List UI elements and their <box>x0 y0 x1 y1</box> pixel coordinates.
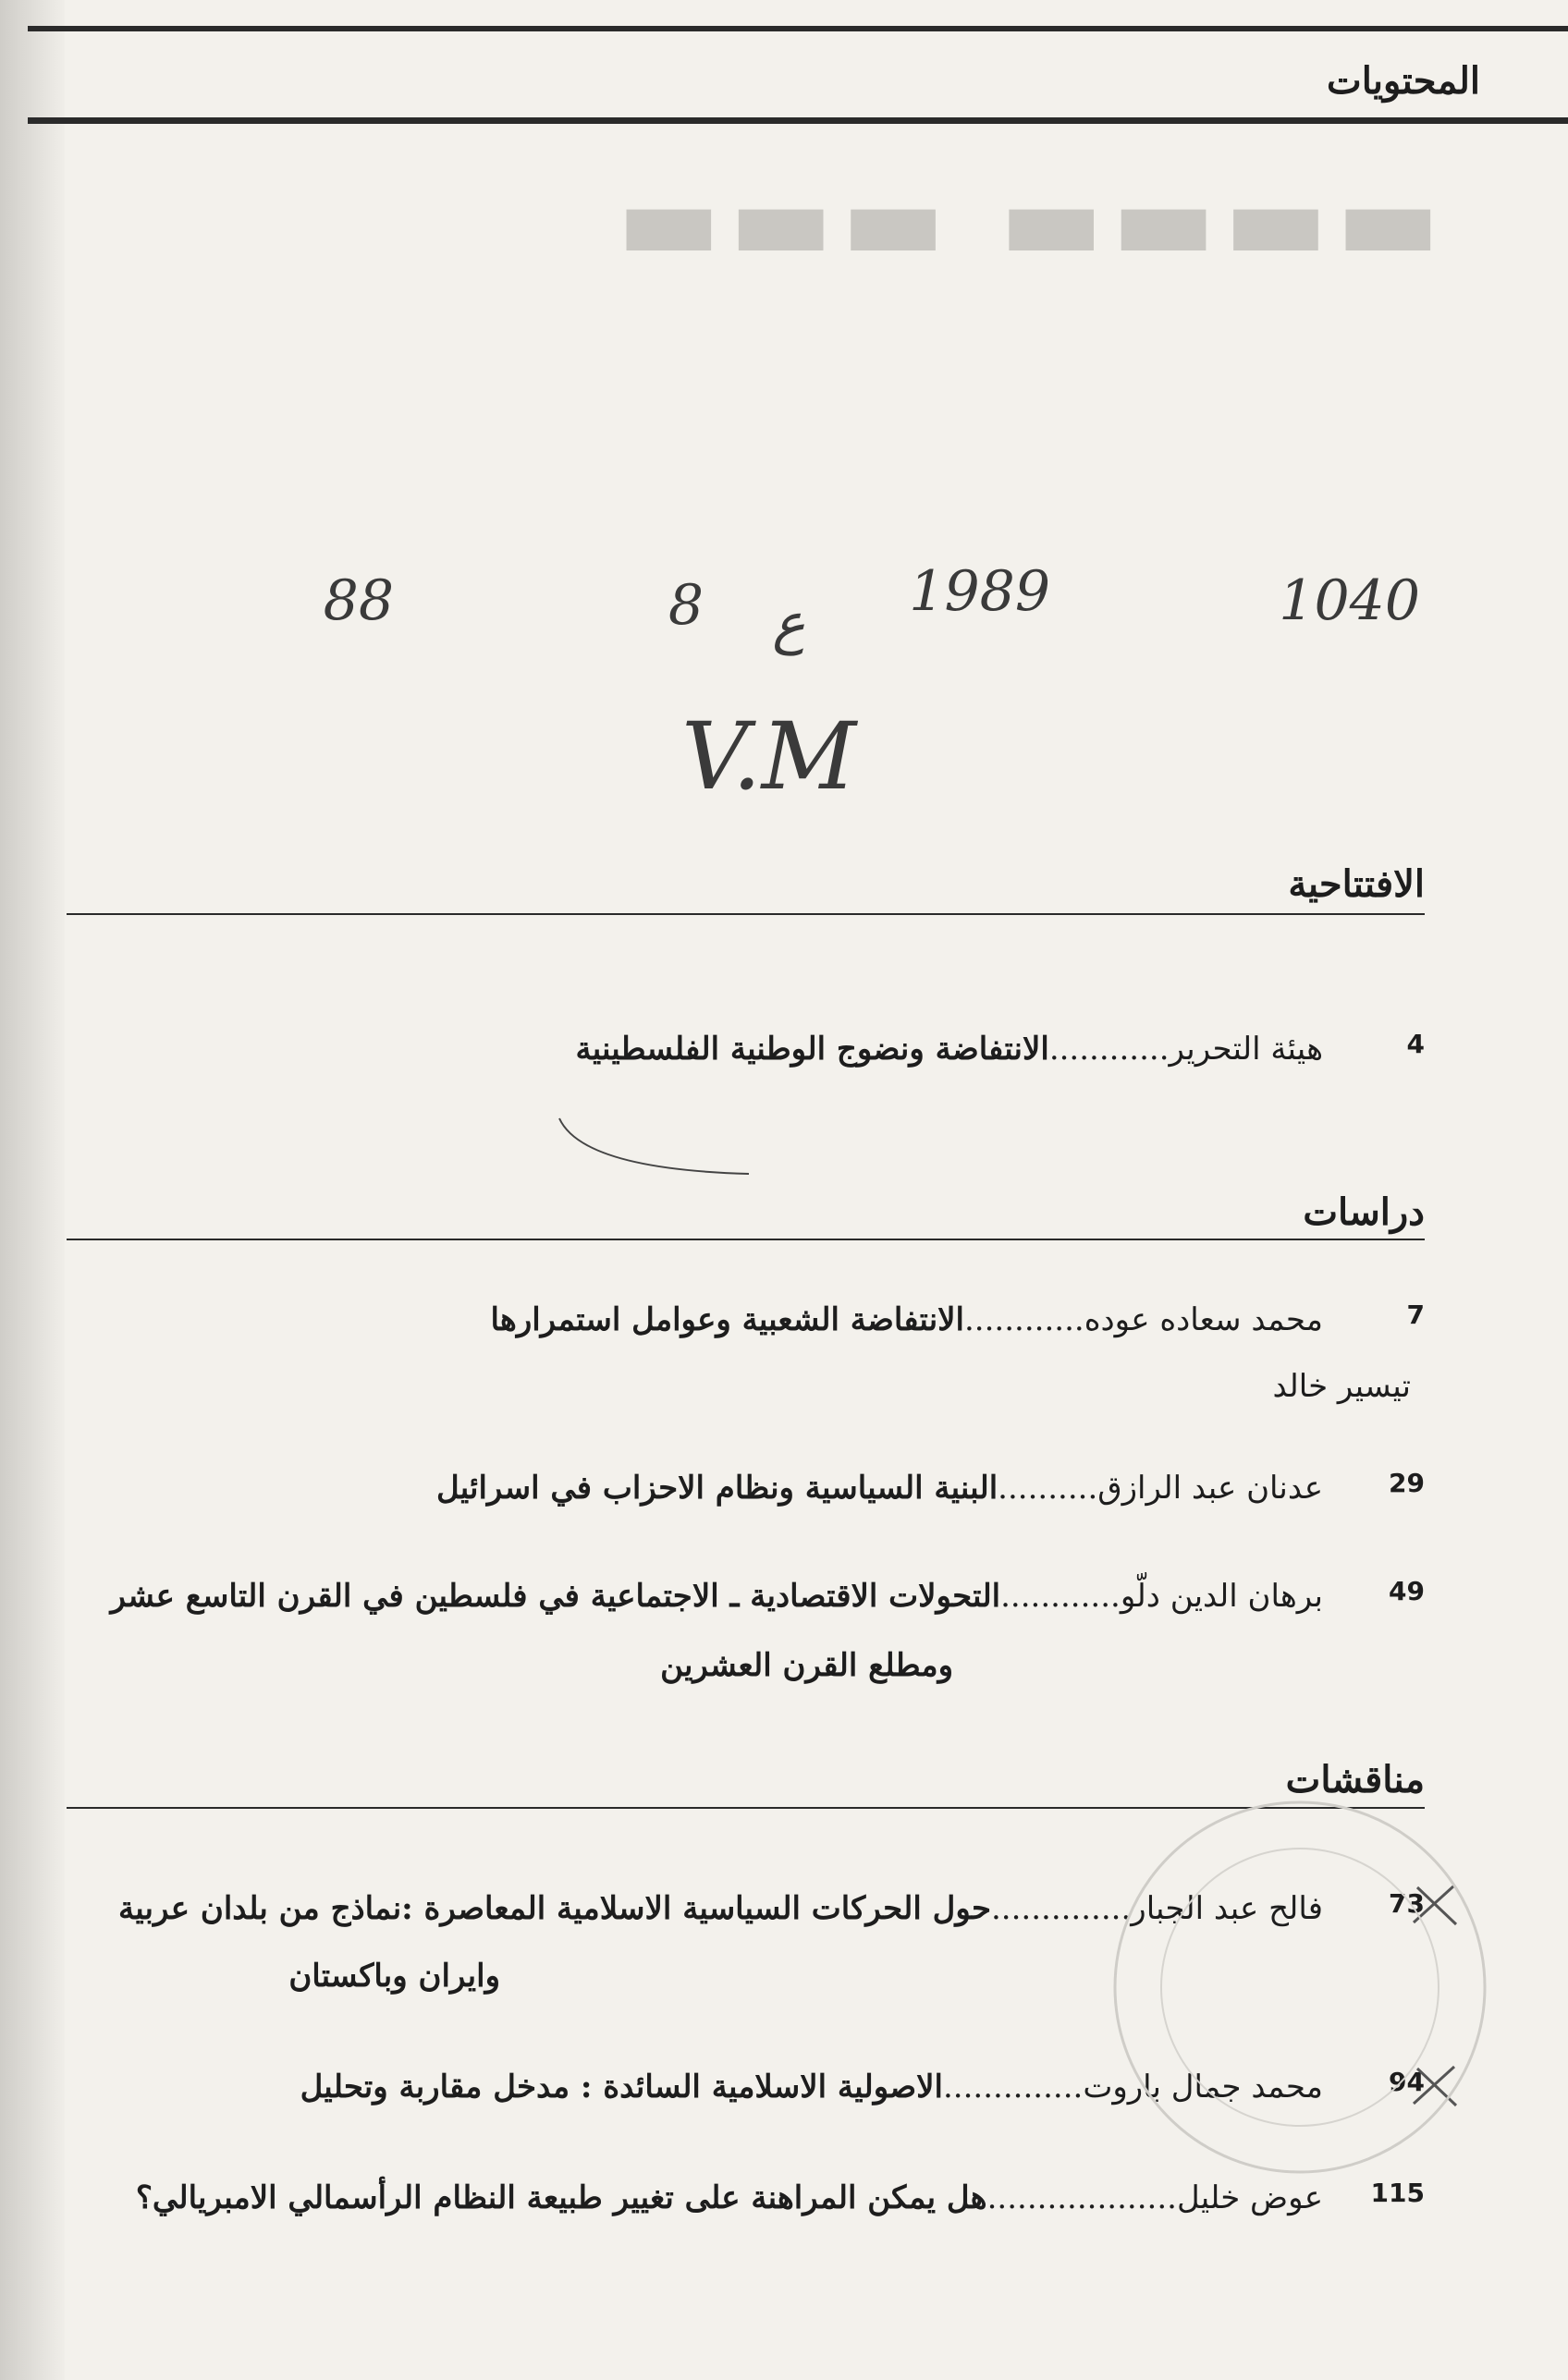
section-heading-discussions: مناقشات <box>1285 1758 1425 1801</box>
section-rule-studies <box>67 1239 1425 1240</box>
page-number: 29 <box>1389 1468 1425 1498</box>
entry-author: محمد سعاده عوده <box>1084 1301 1323 1338</box>
page-number: 94 <box>1389 2067 1425 2097</box>
entry-author: محمد جمال باروت <box>1083 2069 1323 2105</box>
handwritten-number-3: ع <box>772 592 805 656</box>
entry-title-continuation: وايران وباكستان <box>288 1958 500 1995</box>
entry-line <box>37 1292 1323 1348</box>
toc-entry <box>37 1021 1425 1077</box>
handwritten-number-5: 88 <box>323 568 394 633</box>
section-heading-studies: دراسات <box>1303 1190 1425 1234</box>
entry-title: الاصولية الاسلامية السائدة : مدخل مقاربة وتحليل <box>300 2069 943 2105</box>
handwritten-number-4: 8 <box>668 573 704 638</box>
toc-entry <box>37 1292 1425 1348</box>
page-title: المحتويات <box>1327 59 1480 103</box>
page-edge-shadow <box>0 0 65 2380</box>
entry-author: فالح عبد الجبار <box>1131 1890 1323 1927</box>
entry-coauthor: تيسير خالد <box>1272 1368 1411 1405</box>
entry-author: عوض خليل <box>1176 2179 1323 2216</box>
toc-entry <box>37 1568 1425 1624</box>
entry-author: برهان الدين دلّو <box>1120 1578 1323 1615</box>
page-number: 49 <box>1389 1576 1425 1606</box>
section-rule-editorial <box>67 913 1425 915</box>
entry-line <box>37 1021 1323 1077</box>
page-number: 4 <box>1406 1029 1425 1059</box>
entry-title: هل يمكن المراهنة على تغيير طبيعة النظام الرأسمالي الامبريالي؟ <box>135 2179 987 2216</box>
entry-title: البنية السياسية ونظام الاحزاب في اسرائيل <box>435 1470 998 1507</box>
header-bottom-rule <box>28 117 1568 124</box>
page-number: 115 <box>1370 2178 1425 2208</box>
entry-line <box>37 1568 1323 1624</box>
handwritten-number-1: 1040 <box>1279 568 1420 633</box>
bleed-through-texture: ▬▬▬ ▬▬▬▬ <box>616 157 1448 286</box>
entry-title: حول الحركات السياسية الاسلامية المعاصرة :نماذج من بلدان عربية <box>118 1890 991 1927</box>
entry-leader-dots: ............ <box>1048 1031 1170 1068</box>
entry-title: الانتفاضة ونضوج الوطنية الفلسطينية <box>575 1031 1049 1068</box>
entry-title: التحولات الاقتصادية ـ الاجتماعية في فلسطين في القرن التاسع عشر <box>110 1578 1001 1615</box>
header-top-rule <box>28 26 1568 31</box>
entry-leader-dots: .............. <box>990 1890 1132 1927</box>
page-number: 73 <box>1389 1888 1425 1919</box>
entry-author: هيئة التحرير <box>1169 1031 1323 1068</box>
handwritten-code: V.M <box>681 702 856 811</box>
entry-line <box>37 1460 1323 1516</box>
toc-entry <box>37 1460 1425 1516</box>
entry-author: عدنان عبد الرازق <box>1097 1470 1323 1507</box>
entry-leader-dots: .......... <box>998 1470 1098 1507</box>
page-number: 7 <box>1406 1300 1425 1330</box>
entry-leader-dots: ................... <box>986 2179 1177 2216</box>
entry-title: الانتفاضة الشعبية وعوامل استمرارها <box>490 1301 964 1338</box>
pen-stroke-mark <box>555 1114 758 1178</box>
entry-title-continuation: ومطلع القرن العشرين <box>660 1647 953 1684</box>
entry-leader-dots: .............. <box>943 2069 1084 2105</box>
handwritten-number-2: 1989 <box>909 559 1050 624</box>
entry-leader-dots: ............ <box>964 1301 1084 1338</box>
section-heading-editorial: الافتتاحية <box>1288 862 1425 906</box>
library-stamp-icon <box>1096 1784 1503 2191</box>
entry-leader-dots: ............ <box>1000 1578 1121 1615</box>
